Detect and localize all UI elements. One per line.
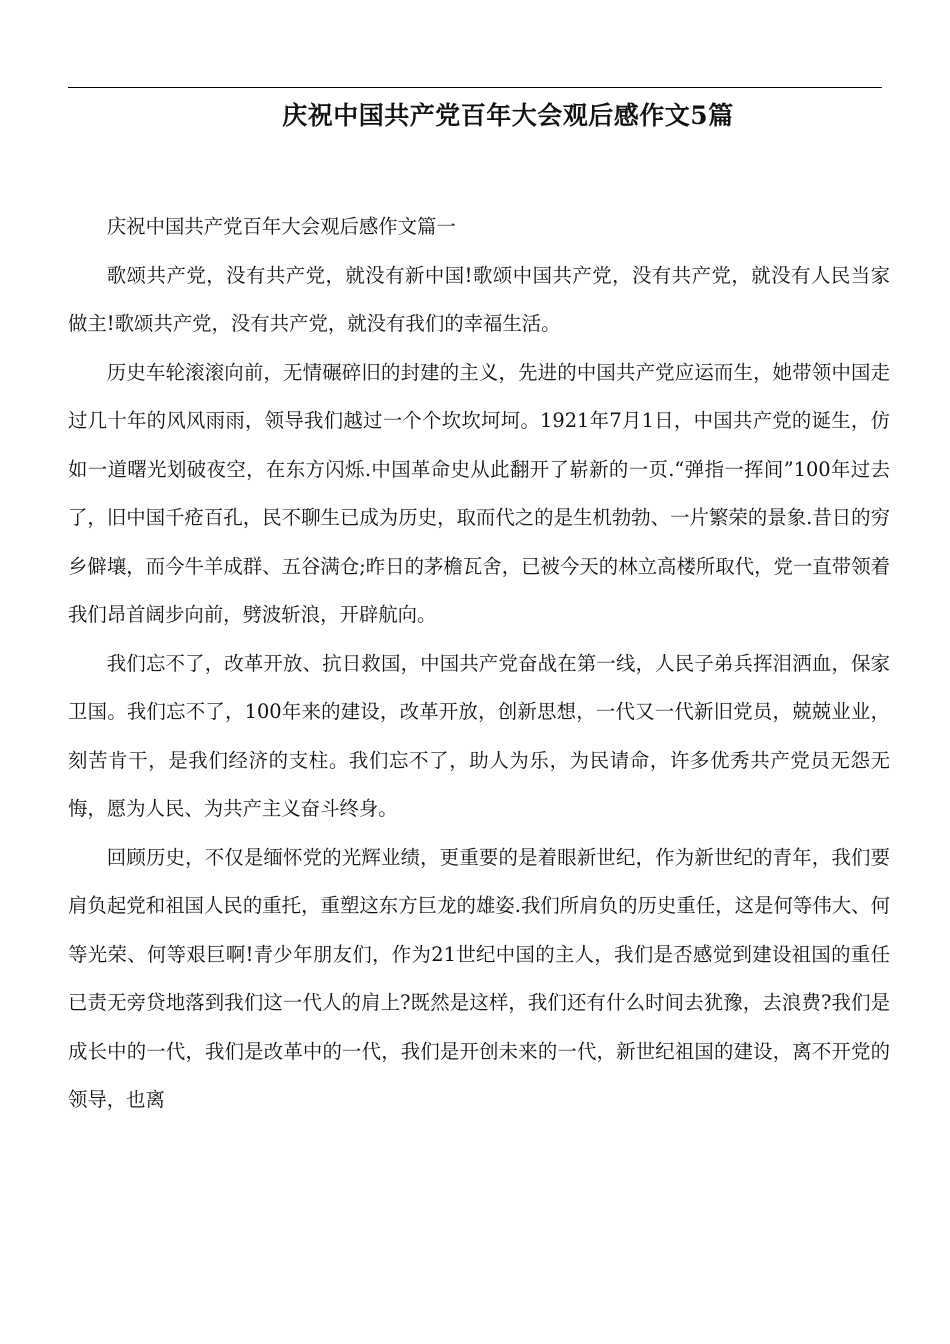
paragraph-1: 歌颂共产党，没有共产党，就没有新中国!歌颂中国共产党，没有共产党，就没有人民当家做主!歌颂共产党，没有共产党，就没有我们的幸福生活。 xyxy=(68,263,890,335)
paragraph-4: 回顾历史，不仅是缅怀党的光辉业绩，更重要的是着眼新世纪，作为新世纪的青年，我们要肩负起党和祖国人民的重托，重塑这东方巨龙的雄姿.我们所肩负的历史重任，这是何等伟大、何等光荣、何等艰巨啊!青少年朋友们，作为21世纪中国的主人，我们是否感觉到建设祖国的重任已责无旁贷地落到我们这一代人的肩上?既然是这样，我们还有什么时间去犹豫，去浪费?我们是成长中的一代，我们是改革中的一代，我们是开创未来的一代，新世纪祖国的建设，离不开党的领导，也离 xyxy=(68,845,890,1111)
document-title: 庆祝中国共产党百年大会观后感作文5篇 xyxy=(282,101,734,130)
paragraph-3: 我们忘不了，改革开放、抗日救国，中国共产党奋战在第一线，人民子弟兵挥泪洒血，保家卫国。我们忘不了，100年来的建设，改革开放，创新思想，一代又一代新旧党员，兢兢业业，刻苦肯干，是我们经济的支柱。我们忘不了，助人为乐，为民请命，许多优秀共产党员无怨无悔，愿为人民、为共产主义奋斗终身。 xyxy=(68,651,890,820)
header-rule xyxy=(68,87,882,88)
document-body xyxy=(68,203,890,1125)
paragraph-2: 历史车轮滚滚向前，无情碾碎旧的封建的主义，先进的中国共产党应运而生，她带领中国走过几十年的风风雨雨，领导我们越过一个个坎坎坷坷。1921年7月1日，中国共产党的诞生，仿如一道曙光划破夜空，在东方闪烁.中国革命史从此翻开了崭新的一页.“弹指一挥间”100年过去了，旧中国千疮百孔，民不聊生已成为历史，取而代之的是生机勃勃、一片繁荣的景象.昔日的穷乡僻壤，而今牛羊成群、五谷满仓;昨日的茅檐瓦舍，已被今天的林立高楼所取代，党一直带领着我们昂首阔步向前，劈波斩浪，开辟航向。 xyxy=(68,360,890,626)
section-heading: 庆祝中国共产党百年大会观后感作文篇一 xyxy=(106,215,456,238)
